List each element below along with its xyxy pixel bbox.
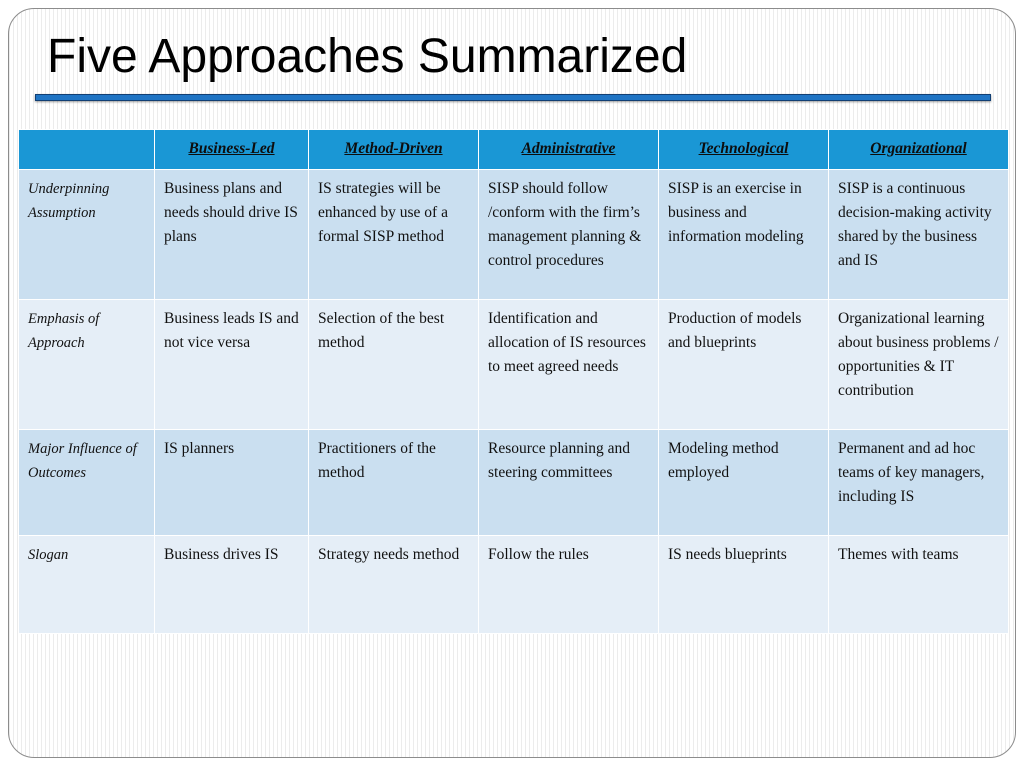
- row-label: Slogan: [19, 536, 155, 634]
- table-cell: Business leads IS and not vice versa: [155, 300, 309, 430]
- table-cell: Selection of the best method: [309, 300, 479, 430]
- table-cell: Business drives IS: [155, 536, 309, 634]
- column-header-technological: Technological: [659, 130, 829, 170]
- table-cell: Strategy needs method: [309, 536, 479, 634]
- row-label: Underpinning Assumption: [19, 170, 155, 300]
- table-cell: Modeling method employed: [659, 430, 829, 536]
- table-row: [19, 430, 1009, 536]
- slide-title: Five Approaches Summarized: [47, 30, 688, 83]
- table-cell: Identification and allocation of IS resources to meet agreed needs: [479, 300, 659, 430]
- column-header-administrative: Administrative: [479, 130, 659, 170]
- column-header-business-led: Business-Led: [155, 130, 309, 170]
- table-cell: SISP is an exercise in business and information modeling: [659, 170, 829, 300]
- slide: [8, 8, 1016, 758]
- table-row: [19, 170, 1009, 300]
- header-corner-cell: [19, 130, 155, 170]
- approaches-table: [18, 129, 1009, 634]
- table-cell: IS planners: [155, 430, 309, 536]
- table-cell: IS needs blueprints: [659, 536, 829, 634]
- table-cell: Permanent and ad hoc teams of key managers, including IS: [829, 430, 1009, 536]
- table-row: [19, 300, 1009, 430]
- table-cell: IS strategies will be enhanced by use of a formal SISP method: [309, 170, 479, 300]
- table-cell: Business plans and needs should drive IS plans: [155, 170, 309, 300]
- column-header-method-driven: Method-Driven: [309, 130, 479, 170]
- row-label: Emphasis of Approach: [19, 300, 155, 430]
- table-cell: SISP is a continuous decision-making activity shared by the business and IS: [829, 170, 1009, 300]
- row-label: Major Influence of Outcomes: [19, 430, 155, 536]
- table-cell: Follow the rules: [479, 536, 659, 634]
- table-cell: Themes with teams: [829, 536, 1009, 634]
- table-cell: Practitioners of the method: [309, 430, 479, 536]
- column-header-organizational: Organizational: [829, 130, 1009, 170]
- title-divider: [35, 94, 991, 101]
- table-cell: Organizational learning about business problems / opportunities & IT contribution: [829, 300, 1009, 430]
- table-row: [19, 536, 1009, 634]
- table-header-row: [19, 130, 1009, 170]
- table-cell: SISP should follow /conform with the firm’s management planning & control procedures: [479, 170, 659, 300]
- table-cell: Production of models and blueprints: [659, 300, 829, 430]
- table-cell: Resource planning and steering committees: [479, 430, 659, 536]
